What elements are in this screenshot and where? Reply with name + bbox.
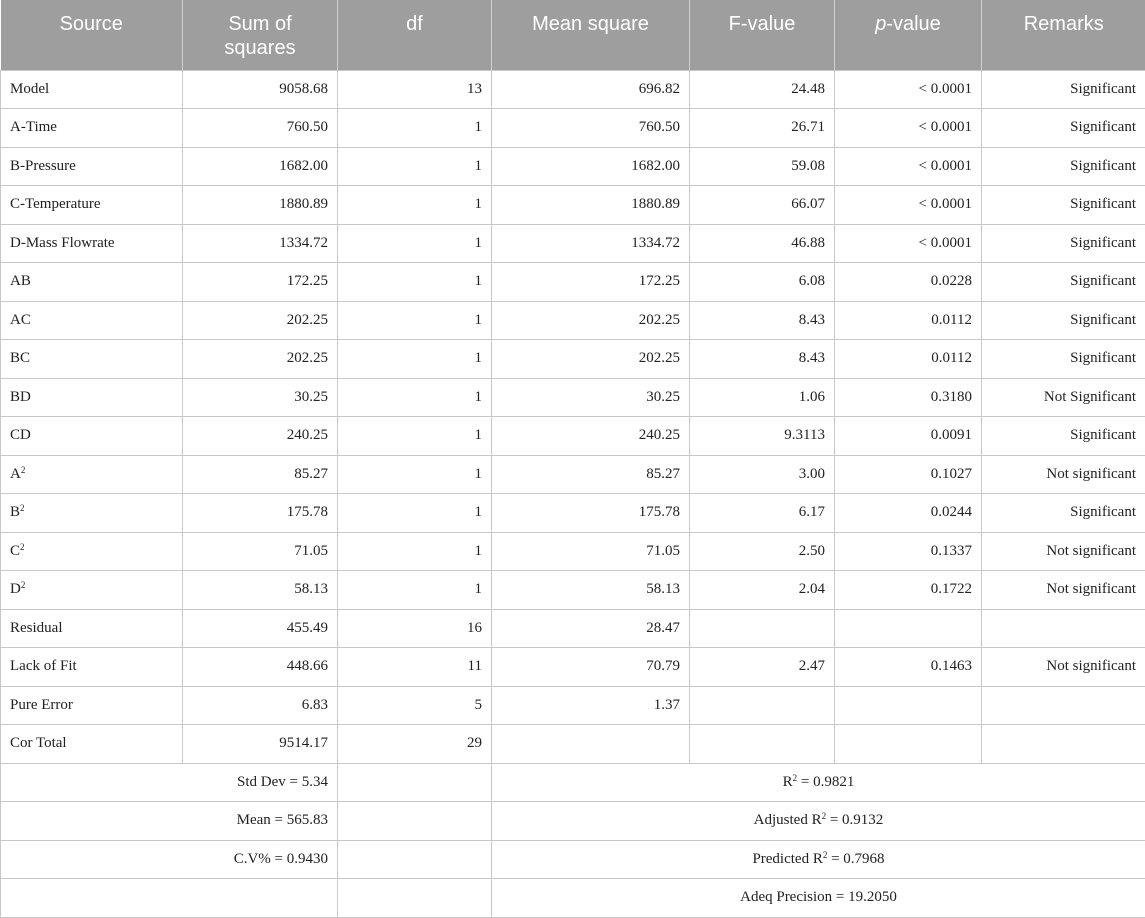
cell-df: 1: [338, 417, 492, 456]
cell-df: 1: [338, 494, 492, 533]
cell-p-value: [835, 686, 982, 725]
source-superscript: 2: [20, 464, 26, 475]
cv-stat: C.V% = 0.9430: [1, 840, 338, 879]
adeq-precision-stat: Adeq Precision = 19.2050: [492, 879, 1145, 918]
cell-sum-of-squares: 760.50: [183, 109, 338, 148]
cell-df: 1: [338, 378, 492, 417]
cell-f-value: 24.48: [690, 70, 835, 109]
cell-sum-of-squares: 240.25: [183, 417, 338, 456]
cell-p-value: 0.0228: [835, 263, 982, 302]
cell-source: D-Mass Flowrate: [1, 224, 183, 263]
header-p-italic: p: [875, 13, 887, 35]
cell-sum-of-squares: 202.25: [183, 301, 338, 340]
empty-cell: [1, 879, 338, 918]
cell-sum-of-squares: 58.13: [183, 571, 338, 610]
header-f-value: F-value: [690, 0, 835, 70]
table-row: [1, 609, 1145, 648]
cell-remarks: Not Significant: [982, 378, 1145, 417]
cell-source: BC: [1, 340, 183, 379]
cell-source: [1, 494, 183, 533]
adjusted-r-squared-stat: [492, 802, 1145, 841]
cell-mean-square: 202.25: [492, 340, 690, 379]
cell-source: C-Temperature: [1, 186, 183, 225]
pred-r2-value: = 0.7968: [827, 850, 885, 867]
cell-f-value: 3.00: [690, 455, 835, 494]
cell-remarks: Significant: [982, 70, 1145, 109]
table-row: [1, 70, 1145, 109]
cell-f-value: 66.07: [690, 186, 835, 225]
cell-mean-square: 175.78: [492, 494, 690, 533]
cell-f-value: 8.43: [690, 340, 835, 379]
cell-df: 1: [338, 263, 492, 302]
cell-remarks: Significant: [982, 263, 1145, 302]
table-row: [1, 455, 1145, 494]
adj-r2-value: = 0.9132: [826, 812, 884, 829]
fit-stats-row: [1, 802, 1145, 841]
cell-df: 5: [338, 686, 492, 725]
table-row: [1, 340, 1145, 379]
cell-df: 1: [338, 340, 492, 379]
cell-p-value: 0.0244: [835, 494, 982, 533]
cell-source: BD: [1, 378, 183, 417]
cell-remarks: [982, 725, 1145, 764]
cell-df: 1: [338, 224, 492, 263]
cell-f-value: 1.06: [690, 378, 835, 417]
cell-df: 29: [338, 725, 492, 764]
r-squared-stat: [492, 763, 1145, 802]
cell-sum-of-squares: 71.05: [183, 532, 338, 571]
cell-sum-of-squares: 175.78: [183, 494, 338, 533]
cell-mean-square: 240.25: [492, 417, 690, 456]
cell-mean-square: 85.27: [492, 455, 690, 494]
cell-p-value: 0.1722: [835, 571, 982, 610]
cell-sum-of-squares: 1334.72: [183, 224, 338, 263]
cell-p-value: 0.0091: [835, 417, 982, 456]
cell-mean-square: 1682.00: [492, 147, 690, 186]
table-row: [1, 378, 1145, 417]
cell-df: 1: [338, 186, 492, 225]
cell-remarks: Significant: [982, 147, 1145, 186]
table-row: [1, 417, 1145, 456]
cell-remarks: Significant: [982, 224, 1145, 263]
cell-mean-square: 30.25: [492, 378, 690, 417]
fit-stats-row: [1, 879, 1145, 918]
cell-remarks: Significant: [982, 494, 1145, 533]
cell-p-value: < 0.0001: [835, 109, 982, 148]
cell-source: B-Pressure: [1, 147, 183, 186]
header-sum-of-squares: Sum of squares: [183, 0, 338, 70]
cell-remarks: Not significant: [982, 532, 1145, 571]
cell-df: 1: [338, 147, 492, 186]
cell-source: CD: [1, 417, 183, 456]
empty-cell: [338, 763, 492, 802]
cell-remarks: Not significant: [982, 648, 1145, 687]
cell-p-value: [835, 725, 982, 764]
cell-f-value: 26.71: [690, 109, 835, 148]
cell-remarks: [982, 609, 1145, 648]
cell-f-value: 2.50: [690, 532, 835, 571]
header-remarks: Remarks: [982, 0, 1145, 70]
cell-df: 1: [338, 109, 492, 148]
cell-source: Lack of Fit: [1, 648, 183, 687]
header-source: Source: [1, 0, 183, 70]
source-base: A: [10, 465, 21, 482]
cell-f-value: 6.17: [690, 494, 835, 533]
cell-p-value: 0.0112: [835, 340, 982, 379]
adj-r2-superscript: 2: [821, 811, 827, 822]
header-row: [1, 0, 1145, 70]
cell-source: Model: [1, 70, 183, 109]
source-superscript: 2: [20, 580, 26, 591]
cell-remarks: Significant: [982, 340, 1145, 379]
cell-remarks: [982, 686, 1145, 725]
cell-mean-square: 1880.89: [492, 186, 690, 225]
std-dev-stat: Std Dev = 5.34: [1, 763, 338, 802]
cell-source: AB: [1, 263, 183, 302]
source-superscript: 2: [20, 503, 25, 514]
cell-mean-square: 202.25: [492, 301, 690, 340]
table-row: [1, 686, 1145, 725]
cell-p-value: < 0.0001: [835, 147, 982, 186]
cell-remarks: Significant: [982, 301, 1145, 340]
cell-source: [1, 571, 183, 610]
cell-source: Cor Total: [1, 725, 183, 764]
table-row: [1, 224, 1145, 263]
source-base: D: [10, 581, 21, 598]
cell-mean-square: 760.50: [492, 109, 690, 148]
cell-p-value: 0.1027: [835, 455, 982, 494]
cell-df: 11: [338, 648, 492, 687]
table-row: [1, 147, 1145, 186]
cell-p-value: 0.3180: [835, 378, 982, 417]
cell-mean-square: 58.13: [492, 571, 690, 610]
cell-sum-of-squares: 9058.68: [183, 70, 338, 109]
cell-mean-square: 172.25: [492, 263, 690, 302]
cell-p-value: < 0.0001: [835, 224, 982, 263]
fit-stats-row: [1, 840, 1145, 879]
cell-source: A-Time: [1, 109, 183, 148]
pred-r2-label: Predicted R: [752, 850, 823, 867]
cell-source: [1, 532, 183, 571]
cell-sum-of-squares: 9514.17: [183, 725, 338, 764]
table-row: [1, 263, 1145, 302]
table-row: [1, 725, 1145, 764]
empty-cell: [338, 879, 492, 918]
cell-df: 1: [338, 571, 492, 610]
cell-source: AC: [1, 301, 183, 340]
cell-df: 13: [338, 70, 492, 109]
table-row: [1, 494, 1145, 533]
cell-f-value: 2.47: [690, 648, 835, 687]
cell-sum-of-squares: 455.49: [183, 609, 338, 648]
cell-mean-square: 1334.72: [492, 224, 690, 263]
header-mean-square: Mean square: [492, 0, 690, 70]
cell-sum-of-squares: 30.25: [183, 378, 338, 417]
header-df: df: [338, 0, 492, 70]
cell-f-value: 6.08: [690, 263, 835, 302]
cell-source: Pure Error: [1, 686, 183, 725]
r2-superscript: 2: [792, 772, 798, 783]
cell-df: 1: [338, 532, 492, 571]
cell-mean-square: 28.47: [492, 609, 690, 648]
cell-f-value: 9.3113: [690, 417, 835, 456]
table-row: [1, 571, 1145, 610]
table-row: [1, 648, 1145, 687]
empty-cell: [338, 802, 492, 841]
source-superscript: 2: [20, 541, 25, 552]
cell-sum-of-squares: 448.66: [183, 648, 338, 687]
cell-df: 16: [338, 609, 492, 648]
cell-sum-of-squares: 1880.89: [183, 186, 338, 225]
source-base: C: [10, 542, 21, 559]
cell-remarks: Significant: [982, 186, 1145, 225]
cell-remarks: Significant: [982, 417, 1145, 456]
table-row: [1, 301, 1145, 340]
cell-df: 1: [338, 301, 492, 340]
cell-f-value: [690, 609, 835, 648]
table-row: [1, 532, 1145, 571]
r2-value: = 0.9821: [797, 773, 855, 790]
cell-sum-of-squares: 6.83: [183, 686, 338, 725]
cell-mean-square: 1.37: [492, 686, 690, 725]
cell-remarks: Significant: [982, 109, 1145, 148]
cell-sum-of-squares: 202.25: [183, 340, 338, 379]
table-row: [1, 109, 1145, 148]
cell-p-value: [835, 609, 982, 648]
source-base: B: [10, 504, 21, 521]
header-p-suffix: -value: [886, 13, 941, 35]
cell-mean-square: 696.82: [492, 70, 690, 109]
cell-remarks: Not significant: [982, 571, 1145, 610]
cell-sum-of-squares: 85.27: [183, 455, 338, 494]
table-row: [1, 186, 1145, 225]
cell-f-value: 59.08: [690, 147, 835, 186]
header-p-value: [835, 0, 982, 70]
cell-p-value: 0.1337: [835, 532, 982, 571]
pred-r2-superscript: 2: [822, 849, 828, 860]
fit-stats-row: [1, 763, 1145, 802]
cell-p-value: 0.0112: [835, 301, 982, 340]
cell-mean-square: 70.79: [492, 648, 690, 687]
cell-source: [1, 455, 183, 494]
empty-cell: [338, 840, 492, 879]
cell-f-value: [690, 725, 835, 764]
cell-p-value: < 0.0001: [835, 186, 982, 225]
mean-stat: Mean = 565.83: [1, 802, 338, 841]
cell-f-value: 2.04: [690, 571, 835, 610]
cell-f-value: 46.88: [690, 224, 835, 263]
cell-remarks: Not significant: [982, 455, 1145, 494]
cell-mean-square: [492, 725, 690, 764]
predicted-r-squared-stat: [492, 840, 1145, 879]
cell-p-value: < 0.0001: [835, 70, 982, 109]
adj-r2-label: Adjusted R: [753, 812, 822, 829]
cell-p-value: 0.1463: [835, 648, 982, 687]
cell-df: 1: [338, 455, 492, 494]
cell-source: Residual: [1, 609, 183, 648]
r2-label: R: [782, 773, 793, 790]
cell-f-value: 8.43: [690, 301, 835, 340]
cell-mean-square: 71.05: [492, 532, 690, 571]
cell-sum-of-squares: 1682.00: [183, 147, 338, 186]
cell-f-value: [690, 686, 835, 725]
cell-sum-of-squares: 172.25: [183, 263, 338, 302]
